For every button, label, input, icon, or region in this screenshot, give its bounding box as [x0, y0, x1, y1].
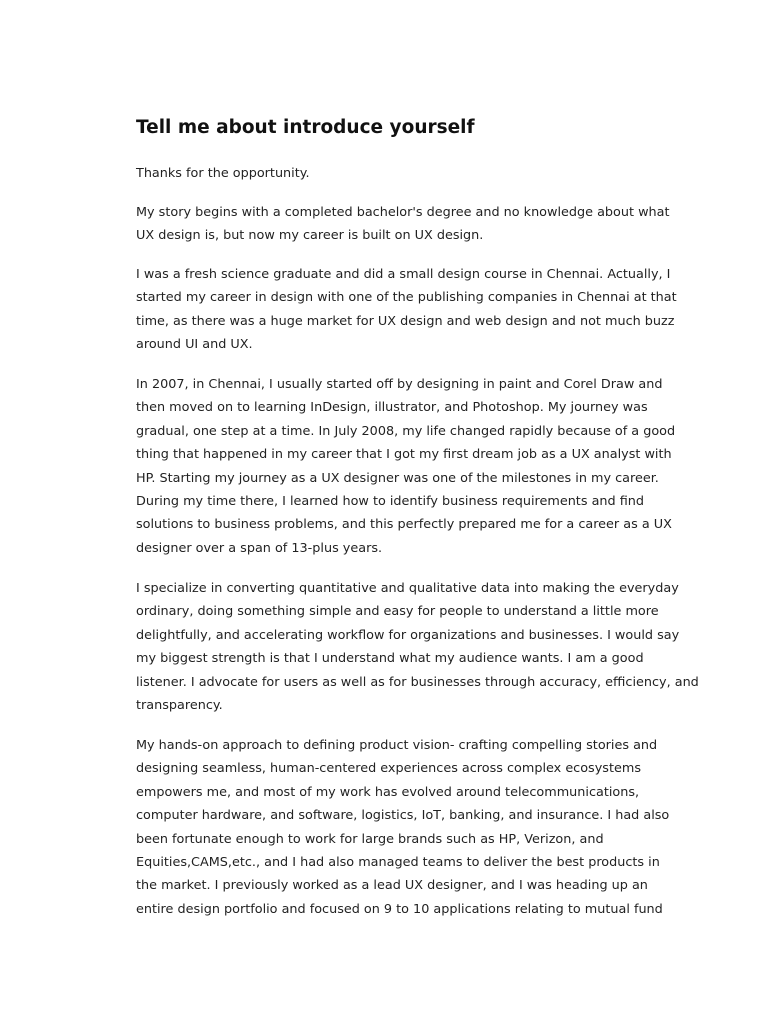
paragraph-line: transparency.: [136, 698, 223, 714]
paragraph-line: my biggest strength is that I understand what my audience wants. I am a good: [136, 651, 644, 667]
paragraph-line: My hands-on approach to defining product vision- crafting compelling stories and: [136, 738, 658, 753]
paragraph-line: thing that happened in my career that I got my first dream job as a UX analyst with: [136, 447, 672, 463]
paragraph-line: Equities,CAMS,etc., and I had also managed teams to deliver the best products in: [136, 855, 660, 871]
paragraph-line: the market. I previously worked as a lead UX designer, and I was heading up an: [136, 878, 648, 894]
paragraph-line: delightfully, and accelerating workflow for organizations and businesses. I would say: [136, 627, 680, 643]
paragraph-line: Thanks for the opportunity.: [136, 166, 310, 181]
paragraph-2: [136, 201, 670, 248]
paragraph-line: designer over a span of 13-plus years.: [136, 540, 383, 556]
paragraph-5: [136, 577, 699, 717]
paragraph-3: [136, 263, 677, 357]
paragraph-line: empowers me, and most of my work has evolved around telecommunications,: [136, 784, 640, 800]
paragraph-line: around UI and UX.: [136, 337, 253, 353]
paragraph-line: I specialize in converting quantitative and qualitative data into making the everyday: [136, 581, 679, 596]
paragraph-line: listener. I advocate for users as well as for businesses through accuracy, efficiency, and: [136, 674, 699, 690]
document-title: Tell me about introduce yourself: [136, 117, 475, 138]
paragraph-line: entire design portfolio and focused on 9 to 10 applications relating to mutual fund: [136, 901, 663, 917]
paragraph-line: computer hardware, and software, logistics, IoT, banking, and insurance. I had also: [136, 808, 670, 824]
paragraph-line: UX design is, but now my career is built on UX design.: [136, 228, 484, 244]
paragraph-1: [136, 162, 310, 185]
paragraph-line: then moved on to learning InDesign, illustrator, and Photoshop. My journey was: [136, 400, 648, 416]
paragraph-line: time, as there was a huge market for UX design and web design and not much buzz: [136, 313, 675, 329]
paragraph-line: In 2007, in Chennai, I usually started off by designing in paint and Corel Draw and: [136, 377, 663, 392]
paragraph-line: During my time there, I learned how to identify business requirements and find: [136, 494, 645, 510]
paragraph-4: [136, 373, 675, 560]
paragraph-line: been fortunate enough to work for large brands such as HP, Verizon, and: [136, 831, 604, 847]
paragraph-line: designing seamless, human-centered experiences across complex ecosystems: [136, 761, 641, 777]
paragraph-line: started my career in design with one of the publishing companies in Chennai at that: [136, 290, 677, 306]
paragraph-line: ordinary, doing something simple and easy for people to understand a little more: [136, 604, 659, 620]
paragraph-line: solutions to business problems, and this perfectly prepared me for a career as a UX: [136, 517, 672, 533]
paragraph-6: [136, 734, 669, 921]
paragraph-line: HP. Starting my journey as a UX designer was one of the milestones in my career.: [136, 470, 659, 486]
paragraph-line: My story begins with a completed bachelor's degree and no knowledge about what: [136, 205, 670, 220]
paragraph-line: gradual, one step at a time. In July 2008, my life changed rapidly because of a good: [136, 423, 676, 439]
paragraph-line: I was a fresh science graduate and did a small design course in Chennai. Actually, I: [136, 267, 671, 282]
